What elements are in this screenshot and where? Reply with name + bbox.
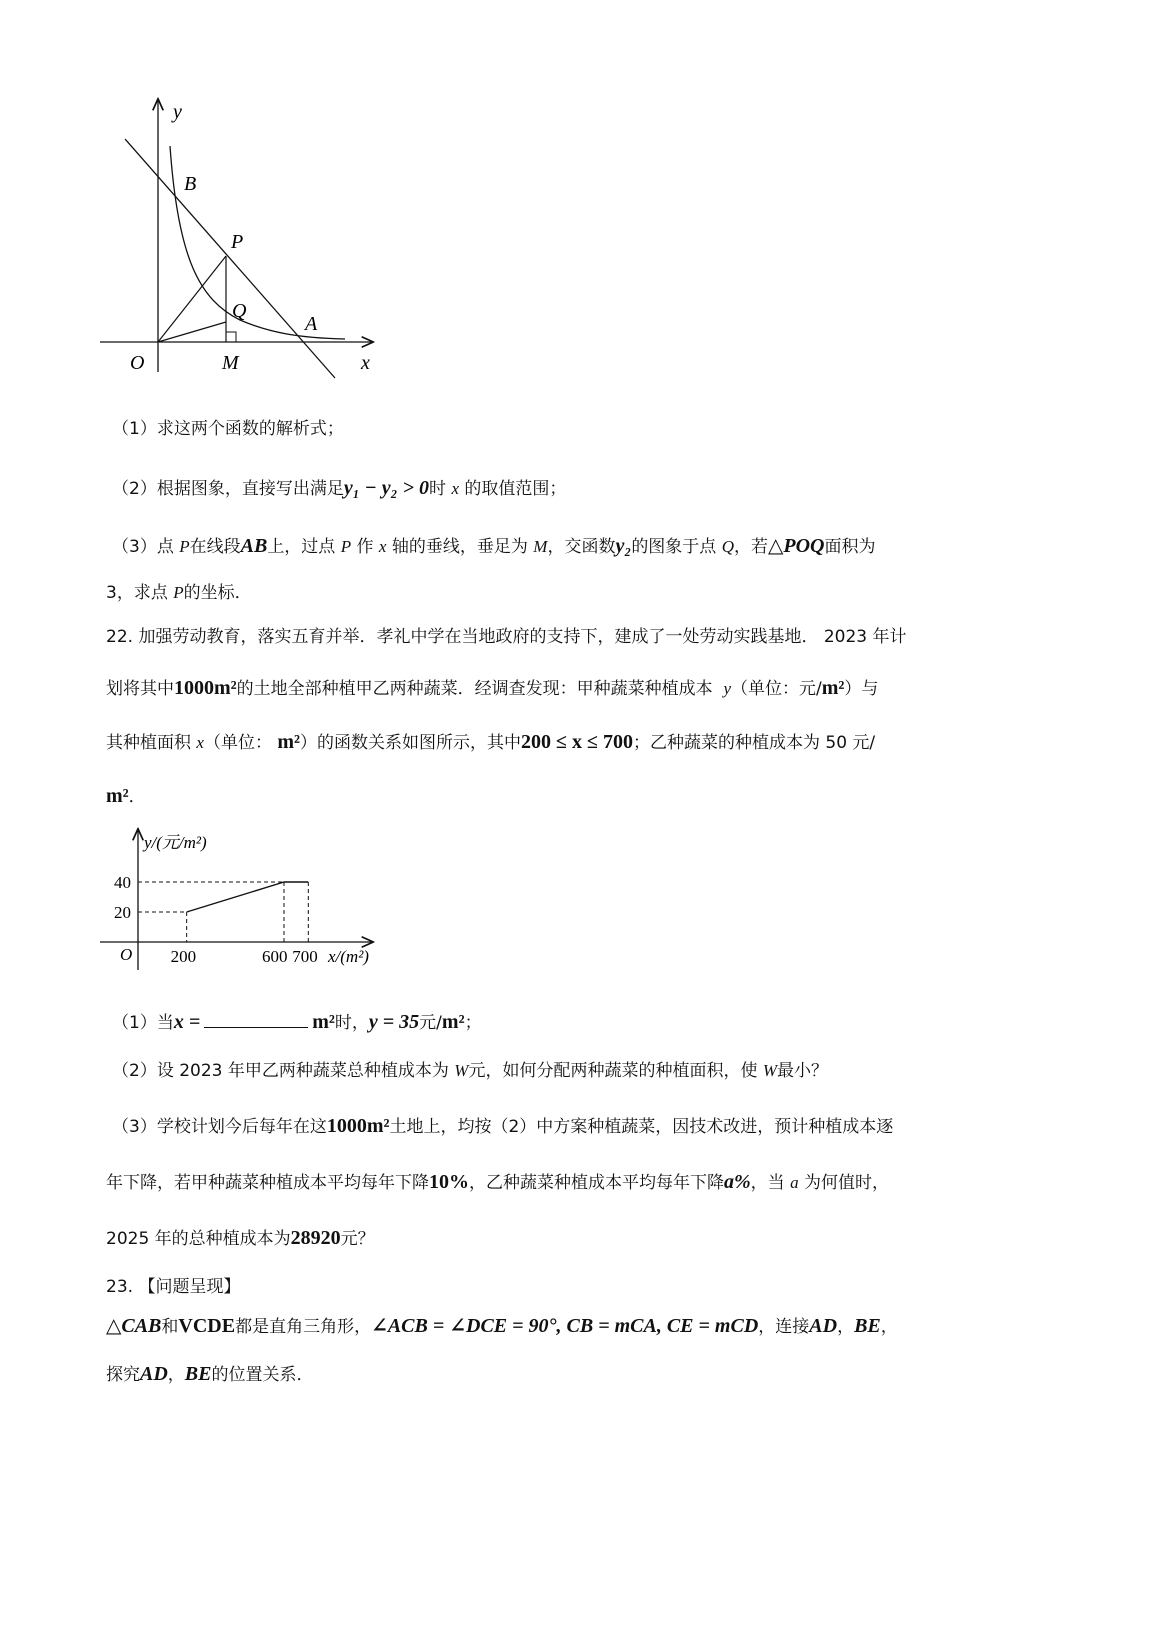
q22-line1: 22. 加强劳动教育，落实五育并举．孝礼中学在当地政府的支持下，建成了一处劳动实践基地． 2023 年计 xyxy=(106,627,907,647)
label-B: B xyxy=(184,173,197,195)
q23-title: 23. 【问题呈现】 xyxy=(106,1277,241,1297)
function-graph-figure xyxy=(96,92,396,382)
label-A: A xyxy=(305,313,318,335)
label-y: y xyxy=(173,101,182,123)
chart-xlabel: x/(m²) xyxy=(328,947,369,966)
y-tick-label: 20 xyxy=(114,903,131,922)
q22-part3-line2: 年下降，若甲种蔬菜种植成本平均每年下降10%，乙种蔬菜种植成本平均每年下降a%，当 a 为何值时， xyxy=(106,1171,889,1193)
q22-part3-line3: 2025 年的总种植成本为28920元？ xyxy=(106,1227,375,1249)
x-tick-label: 200 xyxy=(170,947,197,966)
label-M: M xyxy=(222,352,239,374)
q22-line4: m²． xyxy=(106,785,146,807)
x-tick-label: 600 xyxy=(261,947,288,966)
q21-part1: （1）求这两个函数的解析式； xyxy=(112,419,344,439)
series-segment xyxy=(187,882,284,912)
x-tick-label: 700 xyxy=(292,947,318,966)
label-x: x xyxy=(361,352,370,374)
right-angle-mark xyxy=(226,332,236,342)
hyperbola-y2 xyxy=(170,146,345,339)
q22-part3: （3）学校计划今后每年在这1000m²土地上，均按（2）中方案种植蔬菜，因技术改进，预计种植成本逐 xyxy=(112,1115,894,1137)
q21-part3: （3）点 P在线段AB上，过点 P 作 x 轴的垂线，垂足为 M，交函数y₂的图象于点 Q，若△POQ面积为 xyxy=(112,535,876,557)
segment-OP xyxy=(158,256,226,342)
answer-blank[interactable] xyxy=(204,1013,308,1028)
label-O: O xyxy=(130,352,145,374)
label-Q: Q xyxy=(232,300,247,322)
q21-part2: （2）根据图象，直接写出满足y₁ − y₂ > 0时 x 的取值范围； xyxy=(112,477,567,499)
segment-OQ xyxy=(158,322,226,342)
chart-origin: O xyxy=(120,945,133,964)
cost-chart xyxy=(96,826,396,974)
chart-ylabel: y/(元/m²) xyxy=(144,833,207,852)
q23-line1: △CAB和VCDE都是直角三角形，∠ACB = ∠DCE = 90°, CB = mCA, CE = mCD，连接AD，BE， xyxy=(106,1315,898,1337)
label-P: P xyxy=(231,231,244,253)
q22-line2: 划将其中1000m²的土地全部种植甲乙两种蔬菜．经调查发现：甲种蔬菜种植成本 y（单位：元/m²）与 xyxy=(106,677,879,699)
q22-line3: 其种植面积 x（单位： m²）的函数关系如图所示，其中200 ≤ x ≤ 700；乙种蔬菜的种植成本为 50 元/ xyxy=(106,731,876,753)
q21-part3-line2: 3，求点 P的坐标． xyxy=(106,583,252,603)
q22-part2: （2）设 2023 年甲乙两种蔬菜总种植成本为 W元，如何分配两种蔬菜的种植面积，使 W最小？ xyxy=(112,1061,829,1081)
q23-line2: 探究AD，BE的位置关系． xyxy=(106,1363,314,1385)
y-tick-label: 40 xyxy=(114,873,131,892)
q22-part1: （1）当x = m²时，y = 35元/m²； xyxy=(112,1011,482,1033)
